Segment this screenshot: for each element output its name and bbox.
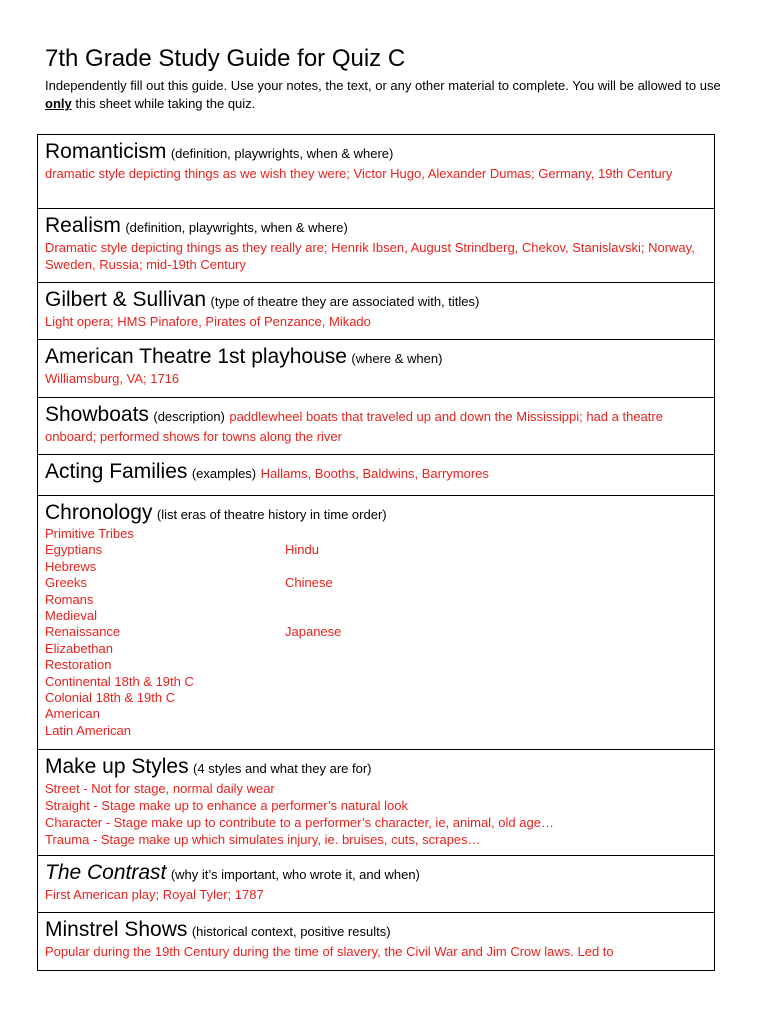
section-answer: paddlewheel boats that traveled up and down the Mississippi; had a theatre onboard; performed shows for towns along the river bbox=[45, 409, 663, 444]
page-title: 7th Grade Study Guide for Quiz C bbox=[45, 45, 406, 72]
chronology-right-column bbox=[285, 526, 585, 739]
section-hint: (examples) bbox=[191, 466, 257, 481]
chronology-era-asian: Japanese bbox=[285, 624, 342, 640]
chronology-era-asian bbox=[285, 723, 585, 739]
section-heading: Make up Styles bbox=[45, 755, 189, 778]
chronology-era-asian bbox=[285, 559, 585, 575]
chronology-era-asian bbox=[285, 592, 585, 608]
chronology-era: Latin American bbox=[45, 722, 131, 738]
section-answer: Popular during the 19th Century during the time of slavery, the Civil War and Jim Crow laws. Led to bbox=[45, 944, 614, 959]
chronology-era: Restoration bbox=[45, 657, 112, 673]
chronology-era: Continental 18th & 19th C bbox=[45, 673, 194, 689]
chronology-era-asian bbox=[285, 641, 585, 657]
chronology-era-asian bbox=[285, 674, 585, 690]
chronology-era: Hebrews bbox=[45, 558, 97, 574]
intro-text-2: this sheet while taking the quiz. bbox=[71, 96, 256, 111]
section-hint: (description) bbox=[153, 409, 225, 424]
section-realism bbox=[38, 209, 714, 283]
section-heading: Chronology bbox=[45, 501, 153, 524]
section-answer: Light opera; HMS Pinafore, Pirates of Penzance, Mikado bbox=[45, 314, 371, 329]
chronology-era-asian bbox=[285, 608, 585, 624]
section-romanticism bbox=[38, 135, 714, 209]
section-answer: Hallams, Booths, Baldwins, Barrymores bbox=[260, 466, 489, 481]
chronology-era: Medieval bbox=[45, 607, 98, 623]
section-answer: First American play; Royal Tyler; 1787 bbox=[45, 887, 264, 902]
section-makeup-styles bbox=[38, 750, 714, 856]
chronology-era: Colonial 18th & 19th C bbox=[45, 689, 176, 705]
chronology-era: Romans bbox=[45, 591, 94, 607]
chronology-era: Primitive Tribes bbox=[45, 526, 134, 541]
section-answer: Dramatic style depicting things as they really are; Henrik Ibsen, August Strindberg, Chekov, Stanislavski; Norway, Sweden, Russia; mid-19th Century bbox=[45, 240, 695, 272]
section-hint: (list eras of theatre history in time order) bbox=[156, 507, 387, 522]
section-hint: (where & when) bbox=[351, 351, 443, 366]
section-showboats bbox=[38, 398, 714, 455]
chronology-era: Greeks bbox=[45, 575, 87, 591]
section-hint: (definition, playwrights, when & where) bbox=[125, 220, 348, 235]
makeup-style-item: Character - Stage make up to contribute to a performer’s character, ie, animal, old age… bbox=[45, 815, 554, 830]
chronology-era-asian bbox=[285, 706, 585, 722]
chronology-era: American bbox=[45, 706, 100, 722]
section-hint: (4 styles and what they are for) bbox=[193, 761, 372, 776]
section-hint: (why it’s important, who wrote it, and when) bbox=[170, 867, 420, 882]
section-hint: (type of theatre they are associated with, titles) bbox=[210, 294, 480, 309]
chronology-era-asian: Chinese bbox=[285, 575, 333, 591]
section-heading: Romanticism bbox=[45, 140, 167, 163]
chronology-era-asian bbox=[285, 657, 585, 673]
section-chronology bbox=[38, 496, 714, 750]
section-american-theatre bbox=[38, 340, 714, 398]
chronology-left-column bbox=[45, 526, 285, 739]
makeup-style-item: Straight - Stage make up to enhance a performer’s natural look bbox=[45, 798, 409, 813]
section-acting-families bbox=[38, 455, 714, 496]
section-heading: American Theatre 1st playhouse bbox=[45, 345, 347, 368]
section-hint: (definition, playwrights, when & where) bbox=[170, 146, 394, 161]
makeup-list bbox=[45, 780, 707, 848]
section-heading: Gilbert & Sullivan bbox=[45, 288, 207, 311]
chronology-era-asian bbox=[285, 526, 585, 542]
chronology-list bbox=[45, 526, 707, 739]
makeup-style-item: Street - Not for stage, normal daily wear bbox=[45, 781, 275, 796]
chronology-era-asian bbox=[285, 690, 585, 706]
section-gilbert-sullivan bbox=[38, 283, 714, 340]
section-the-contrast bbox=[38, 856, 714, 913]
intro-emphasis: only bbox=[45, 96, 72, 111]
section-heading: The Contrast bbox=[45, 861, 167, 884]
section-minstrel-shows bbox=[38, 913, 714, 970]
chronology-era: Egyptians bbox=[45, 542, 103, 558]
section-answer: dramatic style depicting things as we wish they were; Victor Hugo, Alexander Dumas; Germany, 19th Century bbox=[45, 166, 673, 181]
section-heading: Showboats bbox=[45, 403, 149, 426]
chronology-era-asian: Hindu bbox=[285, 542, 319, 558]
section-heading: Minstrel Shows bbox=[45, 918, 188, 941]
intro-text-1: Independently fill out this guide. Use your notes, the text, or any other material to complete. You will be allowed to use bbox=[45, 78, 721, 93]
section-hint: (historical context, positive results) bbox=[191, 924, 391, 939]
section-answer: Williamsburg, VA; 1716 bbox=[45, 371, 180, 386]
chronology-era: Renaissance bbox=[45, 624, 121, 640]
section-heading: Realism bbox=[45, 214, 121, 237]
makeup-style-item: Trauma - Stage make up which simulates injury, ie. bruises, cuts, scrapes… bbox=[45, 832, 481, 847]
intro-instructions bbox=[45, 77, 735, 113]
study-guide-table bbox=[37, 134, 715, 971]
chronology-era: Elizabethan bbox=[45, 640, 113, 656]
section-heading: Acting Families bbox=[45, 460, 188, 483]
